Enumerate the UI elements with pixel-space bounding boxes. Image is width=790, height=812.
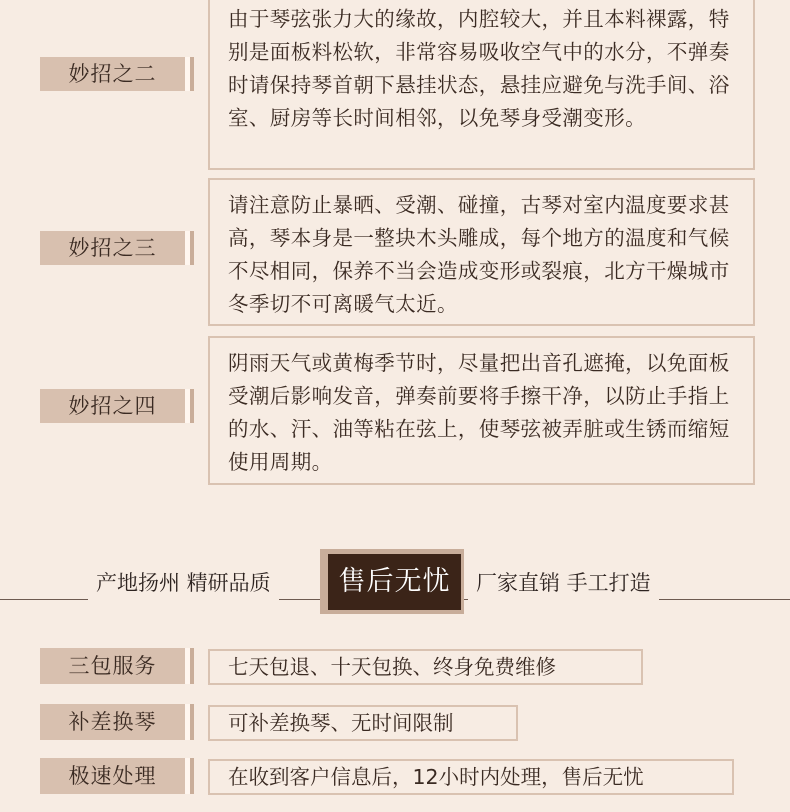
banner-left-slogan: 产地扬州 精研品质: [88, 566, 279, 600]
service-label-fast: 极速处理: [40, 758, 190, 794]
tip-text-2: 由于琴弦张力大的缘故，内腔较大，并且本料裸露，特别是面板料松软，非常容易吸收空气中的水分，不弹奏时请保持琴首朝下悬挂状态，悬挂应避免与洗手间、浴室、厨房等长时间相邻，以免琴身受潮变形。: [208, 0, 755, 170]
banner-center-title: 售后无忧: [328, 554, 461, 610]
tip-label-2: 妙招之二: [40, 57, 190, 91]
service-text-warranty: 七天包退、十天包换、终身免费维修: [208, 649, 643, 685]
service-text-fast: 在收到客户信息后，12小时内处理，售后无忧: [208, 759, 734, 795]
service-label-warranty: 三包服务: [40, 648, 190, 684]
banner-right-slogan: 厂家直销 手工打造: [468, 566, 659, 600]
tip-label-3: 妙招之三: [40, 231, 190, 265]
service-text-exchange: 可补差换琴、无时间限制: [208, 705, 518, 741]
tip-text-4: 阴雨天气或黄梅季节时，尽量把出音孔遮掩，以免面板受潮后影响发音，弹奏前要将手擦干净，以防止手指上的水、汗、油等粘在弦上，使琴弦被弄脏或生锈而缩短使用周期。: [208, 336, 755, 485]
tip-label-4: 妙招之四: [40, 389, 190, 423]
service-label-exchange: 补差换琴: [40, 704, 190, 740]
tip-text-3: 请注意防止暴晒、受潮、碰撞，古琴对室内温度要求甚高，琴本身是一整块木头雕成，每个地方的温度和气候不尽相同，保养不当会造成变形或裂痕，北方干燥城市冬季切不可离暖气太近。: [208, 178, 755, 326]
